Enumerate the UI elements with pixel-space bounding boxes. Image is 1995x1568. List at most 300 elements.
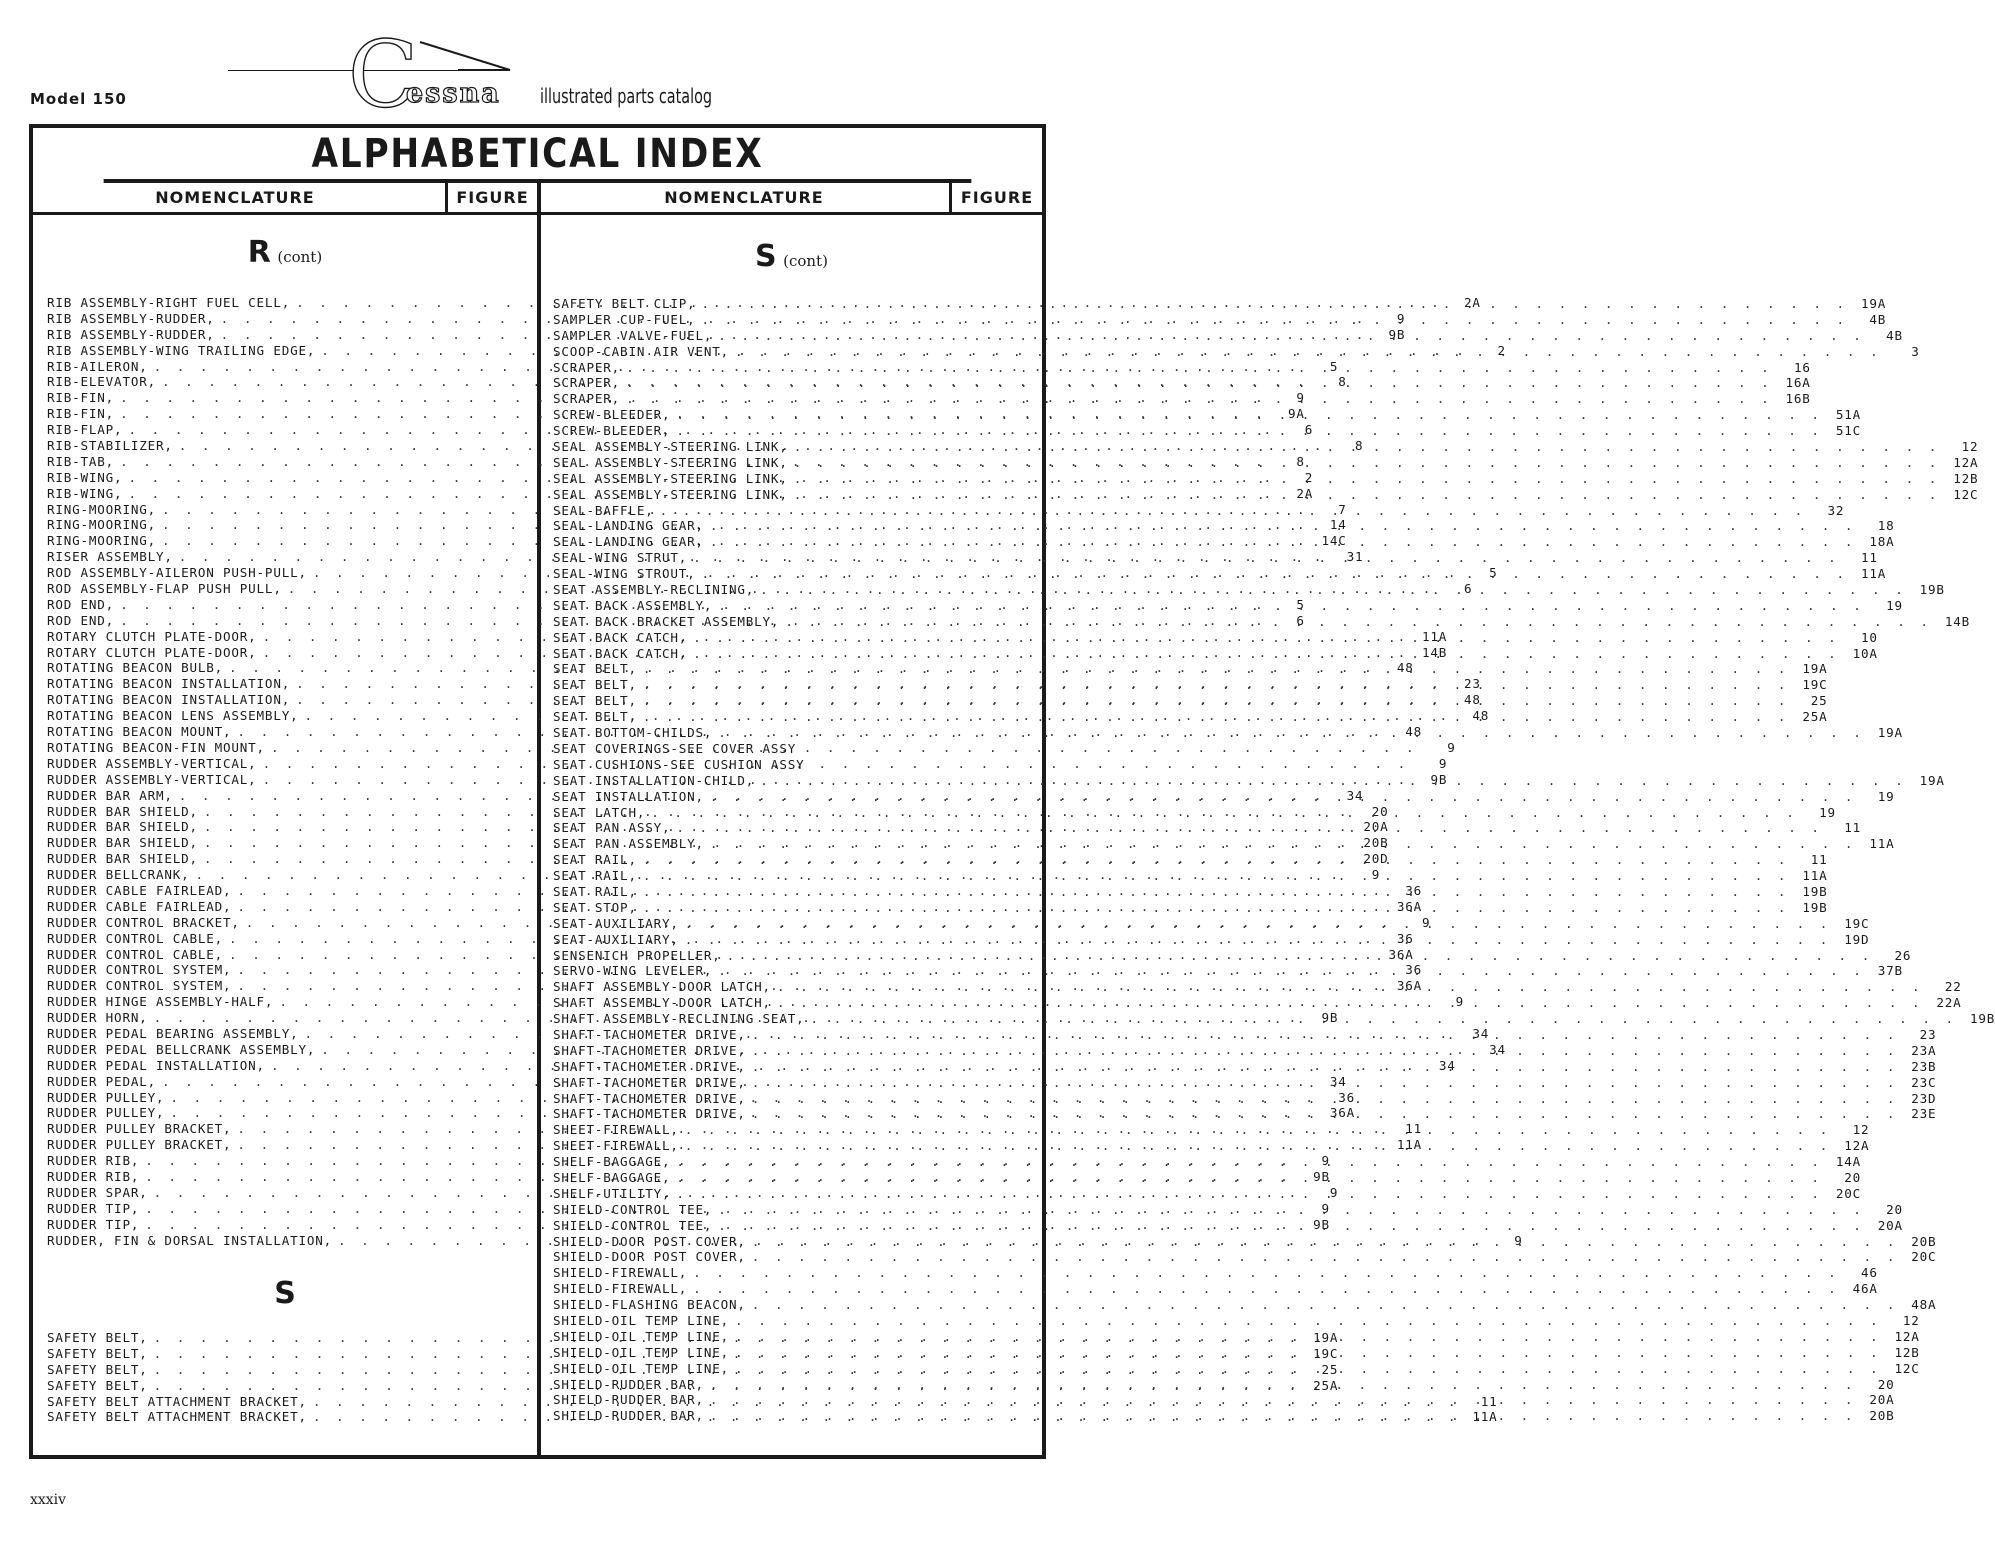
entry-figure: 14B [1422, 644, 1448, 660]
entry-figure: 9 [1422, 914, 1431, 930]
entry-figure: 9 [1296, 390, 1305, 406]
entry-nomenclature: SAFETY BELT, [47, 1345, 148, 1361]
entry-nomenclature: SAFETY BELT, [47, 1330, 148, 1345]
entry-figure: 7 [1338, 501, 1347, 517]
entry-nomenclature: ROTATING BEACON BULB, [47, 660, 224, 676]
dot-leader [754, 582, 1907, 598]
dot-leader [637, 852, 1790, 868]
entry-figure: 20C [1835, 1185, 1861, 1201]
dot-leader [645, 805, 1798, 821]
entry-nomenclature: RUDDER HORN, [47, 1010, 148, 1026]
index-entry [553, 1281, 1878, 1297]
entry-nomenclature: SAFETY BELT ATTACHMENT BRACKET, [47, 1409, 307, 1425]
entry-nomenclature: SEAL-WING STRUT, [553, 550, 688, 566]
dot-leader [721, 948, 1874, 964]
dot-leader [729, 1361, 1882, 1377]
entry-nomenclature: RIB-AILERON, [47, 358, 148, 374]
entry-figure: 11A [1472, 1409, 1498, 1425]
dot-leader [704, 836, 1857, 852]
entry-nomenclature: SEAL-BAFFLE, [553, 502, 654, 518]
entry-figure: 9 [1329, 1184, 1339, 1200]
dot-leader [670, 423, 1823, 439]
entry-figure: 12C [1894, 1360, 1920, 1376]
index-entry [553, 995, 1962, 1011]
dot-leader [679, 932, 1832, 948]
dot-leader [704, 1392, 1857, 1408]
dot-leader [788, 455, 1941, 471]
index-entry [553, 566, 1887, 582]
entry-figure: 36A [1329, 1105, 1355, 1121]
dot-leader [729, 1345, 1882, 1361]
entry-nomenclature: SHIELD-OIL TEMP LINE, [553, 1360, 730, 1376]
entry-figure: 19B [1969, 1011, 1995, 1027]
dot-leader [637, 868, 1790, 884]
entry-figure: 19C [1313, 1345, 1339, 1361]
dot-leader [788, 487, 1941, 503]
entry-figure: 48 [1472, 708, 1490, 724]
entry-figure: 20B [1911, 1233, 1937, 1249]
dot-leader [804, 1011, 1957, 1027]
entry-figure: 23A [1911, 1042, 1937, 1058]
page-title: ALPHABETICAL INDEX [104, 128, 972, 183]
dot-leader [637, 661, 1790, 677]
index-entry [553, 470, 1979, 487]
entry-nomenclature: SHAFT-TACHOMETER DRIVE, [553, 1026, 746, 1042]
entry-figure: 34 [1472, 1025, 1490, 1041]
index-entry [553, 375, 1811, 391]
entry-nomenclature: SHELF-BAGGAGE, [553, 1169, 671, 1185]
entry-nomenclature: SAFETY BELT CLIP, [553, 296, 696, 311]
index-entry [553, 1154, 1861, 1170]
left-column-header [33, 183, 537, 215]
right-column-header [541, 183, 1042, 215]
entry-nomenclature: ROTATING BEACON INSTALLATION, [47, 676, 291, 692]
entry-figure: 20B [1363, 835, 1389, 851]
entry-figure: 36A [1388, 946, 1414, 962]
entry-nomenclature: SHAFT-TACHOMETER DRIVE, [553, 1074, 746, 1090]
entry-figure: 8 [1354, 438, 1364, 454]
entry-figure: 11A [1860, 566, 1887, 582]
entry-nomenclature: ROTARY CLUTCH PLATE-DOOR, [47, 644, 257, 660]
entry-nomenclature: RUDDER BAR SHIELD, [47, 851, 198, 867]
entry-figure: 36 [1405, 962, 1423, 978]
entry-nomenclature: RUDDER TIP, [47, 1200, 140, 1216]
entry-figure: 9B [1388, 326, 1406, 342]
entry-nomenclature: SEAT-AUXILIARY, [553, 915, 679, 931]
dot-leader [746, 1075, 1899, 1091]
entry-figure: 9B [1321, 1010, 1339, 1026]
dot-leader [679, 1138, 1832, 1154]
entry-nomenclature: RUDDER CONTROL CABLE, [47, 946, 224, 962]
dot-leader [746, 1091, 1899, 1107]
entry-nomenclature: SHIELD-RUDDER BAR, [553, 1408, 704, 1424]
entry-nomenclature: RUDDER PEDAL, [47, 1073, 156, 1089]
entry-nomenclature: SEAL-LANDING GEAR, [553, 518, 704, 534]
entry-nomenclature: SHIELD-FLASHING BEACON, [553, 1297, 746, 1313]
entry-nomenclature: SHELF-UTILITY, [553, 1185, 671, 1201]
index-entry [553, 613, 1970, 630]
entry-figure: 6 [1296, 612, 1305, 628]
entry-figure: 25A [1313, 1377, 1339, 1393]
entry-figure: 34 [1329, 1073, 1347, 1089]
entry-figure: 5 [1489, 565, 1498, 581]
entry-figure: 5 [1296, 596, 1305, 612]
entry-figure: 5 [1329, 358, 1339, 374]
dot-leader [670, 1186, 1823, 1202]
entry-nomenclature: RUDDER PEDAL INSTALLATION, [47, 1057, 265, 1073]
entry-figure: 18 [1877, 518, 1895, 534]
entry-nomenclature: SEAT BELT, [553, 709, 637, 725]
entry-figure: 12A [1844, 1138, 1870, 1154]
entry-figure: 25 [1321, 1361, 1339, 1377]
entry-figure: 46A [1852, 1281, 1878, 1297]
dot-leader [704, 1377, 1857, 1393]
entry-nomenclature: SEAT RAIL, [553, 868, 637, 884]
entry-figure: 6 [1463, 581, 1473, 597]
entry-nomenclature: RUDDER ASSEMBLY-VERTICAL, [47, 771, 257, 787]
dot-leader [704, 518, 1857, 534]
entry-nomenclature: SHEET-FIREWALL, [553, 1138, 679, 1154]
entry-figure: 20 [1371, 803, 1389, 819]
entry-nomenclature: SEAT BELT, [553, 677, 637, 693]
entry-nomenclature: SEAT INSTALLATION-CHILD, [553, 772, 755, 788]
section-heading-r [33, 235, 537, 270]
section-suffix: (cont) [783, 252, 828, 270]
dot-leader [637, 693, 1790, 709]
dot-leader [704, 1408, 1857, 1424]
entry-figure: 20A [1363, 819, 1389, 835]
dot-leader [637, 884, 1790, 900]
entry-nomenclature: SENSENICH PROPELLER, [553, 947, 721, 963]
section-heading-s-cont [541, 239, 1042, 274]
dot-leader [746, 1027, 1899, 1043]
entry-nomenclature: ROTATING BEACON MOUNT, [47, 724, 232, 740]
entry-figure: 14 [1329, 517, 1347, 533]
entry-figure: 9B [1430, 771, 1448, 787]
entry-figure: 51C [1835, 423, 1861, 439]
entry-nomenclature: RIB ASSEMBLY-RUDDER, [47, 310, 215, 326]
index-frame [29, 124, 1995, 1459]
entry-nomenclature: SAMPLER VALVE-FUEL, [553, 327, 713, 343]
entry-nomenclature: SHIELD-OIL TEMP LINE, [553, 1344, 730, 1360]
entry-nomenclature: SERVO-WING LEVELER, [553, 963, 713, 979]
index-entry [553, 359, 1811, 376]
entry-nomenclature: SEAT BACK ASSEMBLY, [553, 597, 713, 613]
entry-nomenclature: ROTATING BEACON-FIN MOUNT, [47, 739, 265, 755]
entry-figure: 23 [1919, 1026, 1937, 1042]
entry-nomenclature: SEAL ASSEMBLY-STEERING LINK, [553, 486, 788, 502]
entry-figure: 19A [1313, 1330, 1339, 1345]
entry-nomenclature: SHAFT-TACHOMETER DRIVE, [553, 1106, 746, 1122]
section-letter: S [274, 1276, 296, 1311]
entry-nomenclature: RUDDER PULLEY, [47, 1089, 165, 1105]
entry-nomenclature: SHIELD-OIL TEMP LINE, [553, 1328, 730, 1344]
dot-leader [637, 677, 1790, 693]
entry-figure: 16 [1793, 359, 1811, 375]
entry-nomenclature: SEAT BELT, [553, 661, 637, 677]
entry-figure: 19A [1919, 772, 1945, 788]
entry-nomenclature: SHIELD-FIREWALL, [553, 1281, 688, 1297]
entry-nomenclature: RUDDER PULLEY, [47, 1105, 165, 1121]
entry-figure: 14C [1321, 533, 1347, 549]
entry-nomenclature: SCREW-BLEEDER, [553, 423, 671, 439]
dot-leader [746, 1043, 1899, 1059]
catalog-title: illustrated parts catalog [540, 84, 713, 108]
entry-nomenclature: RUDDER BAR SHIELD, [47, 803, 198, 819]
entry-figure: 4B [1886, 327, 1903, 343]
figure-header: FIGURE [949, 183, 1042, 212]
entry-figure: 19A [1877, 725, 1903, 741]
entry-nomenclature: SHAFT-TACHOMETER DRIVE, [553, 1090, 746, 1106]
dot-leader [746, 1297, 1899, 1313]
dot-leader [670, 820, 1823, 836]
entry-nomenclature: SCRAPER, [553, 391, 621, 407]
entry-figure: 11A [1396, 1137, 1423, 1153]
entry-figure: 23 [1463, 676, 1481, 692]
entry-figure: 25A [1802, 709, 1828, 725]
entry-nomenclature: SHIELD-CONTROL TEE, [553, 1201, 713, 1217]
entry-figure: 12B [1894, 1344, 1920, 1360]
entry-nomenclature: RUDDER TIP, [47, 1216, 140, 1232]
entry-figure: 12 [1852, 1122, 1870, 1138]
entry-nomenclature: RIB-FIN, [47, 406, 115, 422]
entry-figure: 8 [1296, 453, 1305, 469]
dot-leader [712, 328, 1865, 344]
index-entry [553, 454, 1979, 471]
entry-figure: 9 [1321, 1200, 1330, 1216]
entry-figure: 9 [1371, 867, 1381, 883]
entry-figure: 36 [1405, 882, 1423, 898]
entry-nomenclature: SCRAPER, [553, 375, 621, 391]
entry-figure: 2A [1296, 485, 1314, 501]
entry-figure: 11 [1405, 1121, 1423, 1137]
entry-nomenclature: SEAL ASSEMBLY-STEERING LINK, [553, 439, 788, 455]
entry-nomenclature: SEAT COVERINGS-SEE COVER ASSY [553, 740, 797, 756]
entry-nomenclature: SHIELD-CONTROL TEE, [553, 1217, 713, 1233]
index-entry [553, 391, 1811, 407]
entry-figure: 9 [1321, 1153, 1330, 1169]
entry-figure: 16A [1785, 375, 1811, 391]
entry-figure: 9B [1313, 1168, 1330, 1184]
entry-nomenclature: RUDDER ASSEMBLY-VERTICAL, [47, 755, 257, 771]
entry-figure: 12A [1953, 454, 1979, 470]
entry-figure: 20A [1869, 1392, 1895, 1408]
entry-nomenclature: SHIELD-OIL TEMP LINE, [553, 1313, 730, 1328]
entry-nomenclature: SHIELD-RUDDER BAR, [553, 1376, 704, 1392]
entry-figure: 23D [1911, 1090, 1937, 1106]
entry-nomenclature: SEAT BOTTOM-CHILDS, [553, 725, 713, 741]
figure-header: FIGURE [445, 183, 537, 212]
entry-nomenclature: ROD END, [47, 596, 115, 612]
entry-nomenclature: SHAFT-TACHOMETER DRIVE, [553, 1058, 746, 1074]
entry-figure: 19C [1844, 915, 1870, 931]
entry-nomenclature: SAMPLER CUP-FUEL, [553, 311, 696, 327]
entry-nomenclature: SHIELD-DOOR POST COVER, [553, 1249, 746, 1265]
entry-nomenclature: SEAT LATCH, [553, 804, 646, 820]
index-entry [553, 1185, 1861, 1202]
dot-leader [687, 646, 1840, 662]
entry-figure: 22 [1944, 979, 1962, 995]
entry-figure: 16B [1785, 391, 1811, 407]
dot-leader [654, 503, 1807, 519]
entry-figure: 10 [1861, 629, 1878, 645]
dot-leader [670, 1170, 1823, 1186]
index-entry [553, 1297, 1937, 1313]
entry-nomenclature: SAFETY BELT, [47, 1377, 148, 1393]
dot-leader [637, 709, 1790, 725]
index-entry [553, 343, 1920, 360]
entry-nomenclature: SEAT BELT, [553, 693, 637, 709]
dot-leader [754, 773, 1907, 789]
entry-figure: 19D [1844, 931, 1870, 947]
entry-nomenclature: SEAL-LANDING GEAR, [553, 534, 704, 550]
entry-nomenclature: RUDDER PEDAL BELLCRANK ASSEMBLY, [47, 1041, 316, 1057]
entry-figure: 46 [1861, 1265, 1878, 1281]
entry-figure: 20 [1886, 1201, 1903, 1217]
entry-figure: 2A [1463, 295, 1481, 310]
entry-nomenclature: RING-MOORING, [47, 501, 156, 517]
entry-figure: 9 [1514, 1232, 1523, 1248]
entry-nomenclature: RUDDER PULLEY BRACKET, [47, 1137, 232, 1153]
entry-figure: 20 [1877, 1376, 1895, 1392]
entry-figure: 11A [1802, 868, 1828, 884]
entry-figure: 22A [1936, 995, 1962, 1011]
dot-leader [712, 1218, 1865, 1234]
entry-figure: 9B [1313, 1216, 1330, 1232]
entry-figure: 36A [1396, 898, 1423, 914]
entry-figure: 9 [1447, 739, 1456, 755]
entry-nomenclature: RIB ASSEMBLY-RIGHT FUEL CELL, [47, 295, 291, 310]
dot-leader [679, 916, 1832, 932]
entry-nomenclature: SHIELD-FIREWALL, [553, 1265, 688, 1281]
index-entry [553, 502, 1845, 519]
entry-figure: 11A [1422, 628, 1448, 644]
dot-leader [712, 963, 1865, 979]
entry-figure: 19A [1860, 296, 1887, 311]
entry-nomenclature: SAFETY BELT, [47, 1361, 148, 1377]
entry-figure: 14B [1944, 613, 1970, 629]
entry-nomenclature: RUDDER PEDAL BEARING ASSEMBLY, [47, 1025, 299, 1041]
dot-leader [704, 789, 1857, 805]
section-letter: R [247, 235, 271, 270]
entry-figure: 12C [1953, 486, 1979, 502]
entry-nomenclature: RIB-FIN, [47, 390, 115, 406]
entry-figure: 6 [1304, 422, 1314, 438]
dot-leader [746, 1249, 1899, 1265]
entry-figure: 51A [1835, 407, 1861, 423]
dot-leader [620, 360, 1773, 376]
section-letter: S [755, 239, 777, 274]
index-entry [553, 915, 1870, 932]
entry-figure: 36 [1396, 930, 1414, 946]
entry-nomenclature: SHEET-FIREWALL, [553, 1122, 679, 1138]
dot-leader [620, 391, 1773, 407]
entry-figure: 32 [1827, 502, 1845, 518]
entry-figure: 12 [1961, 439, 1979, 455]
entry-figure: 12 [1902, 1313, 1920, 1328]
entry-figure: 11 [1861, 550, 1878, 566]
dot-leader [771, 979, 1924, 995]
entry-nomenclature: RING-MOORING, [47, 517, 156, 533]
entry-figure: 12B [1953, 470, 1979, 486]
dot-leader [637, 900, 1790, 916]
entry-figure: 9 [1438, 755, 1448, 771]
dot-leader [687, 1265, 1840, 1281]
section-heading-s [33, 1276, 537, 1311]
index-entry [553, 1233, 1937, 1250]
entry-figure: 18A [1869, 534, 1895, 550]
section-suffix: (cont) [277, 248, 323, 266]
model-label: Model 150 [30, 90, 127, 108]
brand-name: essna [406, 78, 501, 109]
entry-figure: 19B [1802, 883, 1828, 899]
entry-figure: 48 [1396, 660, 1414, 676]
entry-figure: 19C [1802, 677, 1828, 693]
entry-figure: 2 [1497, 342, 1506, 358]
brand-logo-c [346, 21, 419, 128]
entry-figure [804, 757, 842, 773]
entry-nomenclature: SHIELD-RUDDER BAR, [553, 1392, 704, 1408]
dot-leader [712, 725, 1865, 741]
dot-leader [687, 1281, 1840, 1297]
entry-nomenclature: RIB-FLAP, [47, 422, 123, 438]
index-entry [553, 1265, 1878, 1281]
entry-figure: 23E [1911, 1106, 1937, 1122]
entry-figure: 48 [1405, 724, 1423, 740]
brand-initial: C [348, 21, 419, 128]
entry-figure: 23C [1911, 1074, 1937, 1090]
entry-nomenclature: SHIELD-DOOR POST COVER, [553, 1233, 746, 1249]
dot-leader [712, 1202, 1865, 1218]
dot-leader [788, 471, 1941, 487]
entry-nomenclature: SHAFT ASSEMBLY-DOOR LATCH, [553, 979, 771, 995]
entry-nomenclature: RUDDER CONTROL BRACKET, [47, 914, 240, 930]
entry-figure: 12A [1894, 1328, 1920, 1344]
dot-leader [746, 1059, 1899, 1075]
dot-leader [729, 1329, 1882, 1345]
dot-leader [620, 375, 1773, 391]
entry-figure: 8 [1338, 374, 1347, 390]
dot-leader [746, 1234, 1899, 1250]
entry-nomenclature: RIB ASSEMBLY-WING TRAILING EDGE, [47, 342, 316, 358]
dot-leader [712, 598, 1865, 614]
dot-leader [687, 550, 1840, 566]
entry-figure: 48 [1463, 692, 1481, 708]
index-entry [553, 757, 1036, 773]
entry-nomenclature: SCREW-BLEEDER, [553, 407, 671, 423]
index-entry [553, 868, 1828, 884]
entry-nomenclature: RISER ASSEMBLY, [47, 549, 173, 565]
entry-nomenclature: SEAT BACK CATCH, [553, 629, 688, 645]
index-entry [553, 1011, 1995, 1027]
entry-figure: 20A [1877, 1217, 1903, 1233]
entry-figure: 19 [1877, 788, 1895, 804]
entry-figure: 19 [1886, 597, 1903, 613]
entry-nomenclature: SEAL ASSEMBLY-STEERING LINK, [553, 470, 788, 486]
entry-figure: 34 [1438, 1057, 1456, 1073]
entry-nomenclature: RUDDER RIB, [47, 1153, 140, 1169]
entry-nomenclature: SEAL-WING STROUT, [553, 566, 696, 582]
entry-figure: 20D [1363, 851, 1389, 867]
entry-nomenclature: SEAT INSTALLATION, [553, 788, 704, 804]
index-entry [553, 741, 1036, 757]
index-entry [553, 1313, 1920, 1329]
dot-leader [788, 439, 1941, 455]
entry-nomenclature: RUDDER CABLE FAIRLEAD, [47, 898, 232, 914]
entry-nomenclature: RIB-WING, [47, 469, 123, 485]
nomenclature-header: NOMENCLATURE [664, 188, 824, 207]
entry-nomenclature: RIB-WING, [47, 485, 123, 501]
